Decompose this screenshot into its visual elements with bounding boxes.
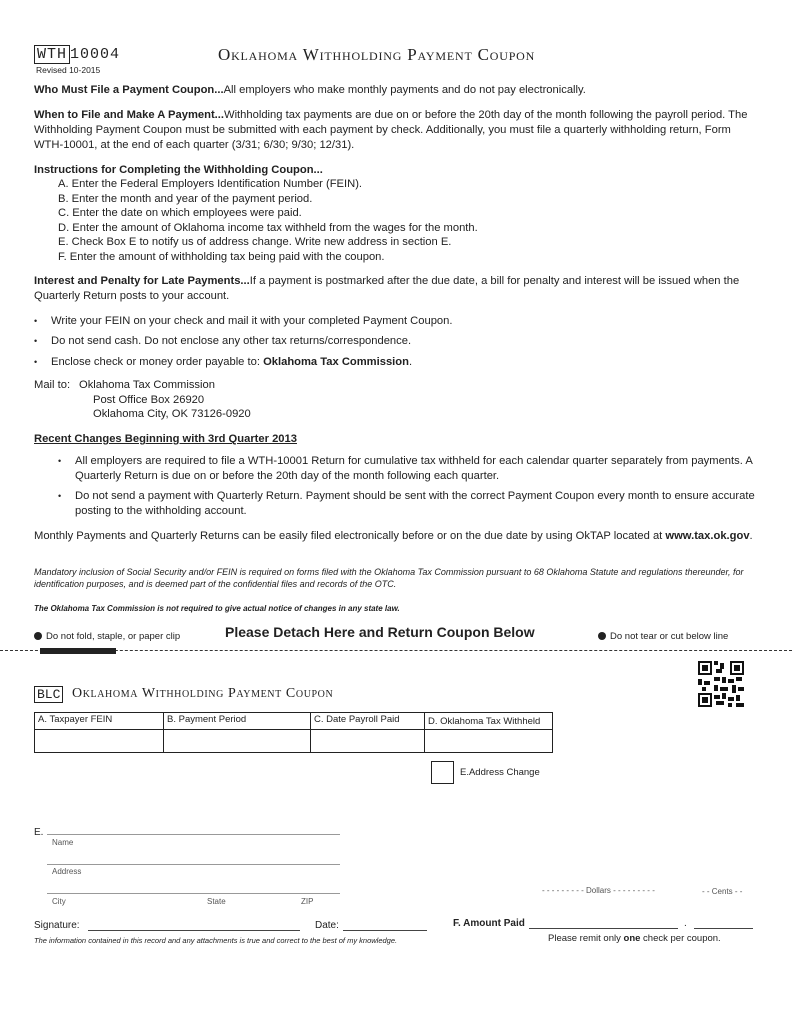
when-to-file	[34, 108, 762, 153]
amount-cents-field[interactable]	[694, 928, 753, 929]
form-code-number: 10004	[70, 46, 121, 63]
interest-penalty	[34, 274, 762, 304]
date-label: Date:	[315, 920, 339, 931]
recent-change-text: All employers are required to file a WTH-10001 Return for cumulative tax withheld for each calendar quarter separately from payments. A Quarterly Return is due on or before the 20th day of the month following each quarter.	[75, 455, 753, 482]
enclose-prefix: Enclose check or money order payable to:	[51, 356, 264, 368]
page-title: Oklahoma Withholding Payment Coupon	[218, 45, 536, 64]
instruction-item: F. Enter the amount of withholding tax being paid with the coupon.	[58, 250, 385, 263]
fein-field[interactable]	[35, 730, 164, 753]
mail-address-line: Oklahoma Tax Commission	[79, 379, 215, 391]
col-header-date: C. Date Payroll Paid	[311, 713, 425, 730]
mail-address-line: Oklahoma City, OK 73126-0920	[93, 408, 251, 421]
monthly-note	[34, 529, 762, 544]
name-field[interactable]	[47, 834, 340, 835]
instruction-item: A. Enter the Federal Employers Identification Number (FEIN).	[58, 178, 363, 190]
certify-note: The information contained in this record and any attachments is true and correct to the best of my knowledge.	[34, 936, 398, 945]
bullet-icon: •	[34, 357, 38, 367]
mail-to	[34, 378, 251, 421]
enclose-suffix: .	[408, 356, 413, 368]
remit-suffix: check per coupon.	[640, 933, 721, 944]
amount-dollars-field[interactable]	[529, 928, 678, 929]
recent-change-text: Do not send a payment with Quarterly Return. Payment should be sent with the correct Payment Coupon every month to ensure accurate posting to the withholding account.	[75, 490, 755, 517]
dollars-label: - - - - - - - - - Dollars - - - - - - - - -	[542, 886, 655, 895]
decimal-point: .	[684, 918, 687, 929]
address-label: Address	[52, 867, 82, 876]
coupon-title: Oklahoma Withholding Payment Coupon	[72, 686, 334, 701]
instructions-heading	[34, 163, 762, 178]
no-fold-note	[34, 631, 180, 642]
mail-address	[79, 378, 339, 422]
date-field[interactable]	[343, 930, 427, 931]
instruction-item: C. Enter the date on which employees were paid.	[58, 207, 302, 220]
detach-line	[0, 650, 792, 651]
col-header-withheld: D. Oklahoma Tax Withheld	[425, 713, 553, 730]
dot-icon	[34, 632, 42, 640]
who-must-file-text: All employers who make monthly payments and do not pay electronically.	[223, 84, 586, 96]
remit-bold: one	[623, 933, 641, 944]
bullet-text: Write your FEIN on your check and mail it with your completed Payment Coupon.	[51, 315, 453, 327]
mail-to-label: Mail to:	[34, 379, 71, 391]
detach-tab	[40, 648, 116, 654]
amount-paid-label: F. Amount Paid	[453, 918, 525, 929]
notice-note: The Oklahoma Tax Commission is not required to give actual notice of changes in any state law.	[34, 604, 400, 613]
signature-field[interactable]	[88, 930, 300, 931]
instruction-item: D. Enter the amount of Oklahoma income tax withheld from the wages for the month.	[58, 221, 478, 234]
no-tear-note	[598, 631, 728, 642]
recent-changes-heading	[34, 432, 762, 447]
when-to-file-heading: When to File and Make A Payment...	[34, 109, 225, 121]
no-tear-text: Do not tear or cut below line	[610, 631, 729, 642]
instruction-item: B. Enter the month and year of the payment period.	[58, 192, 313, 205]
when-to-file-text: Withholding tax payments are due on or before the 20th day of the month following the payroll period. The Withholding Payment Coupon must be submitted with each payment by check. Additionally, you must file a quarterly withholding return, Form WTH-10001, at the end of each quarter (3/31; 6/30; 9/30; 12/31).	[34, 109, 748, 151]
who-must-file	[34, 83, 762, 98]
bullet-text	[51, 355, 751, 370]
dot-icon	[598, 632, 606, 640]
zip-label: ZIP	[301, 897, 314, 906]
monthly-suffix: .	[749, 530, 753, 542]
address-change-checkbox[interactable]	[431, 761, 454, 784]
enclose-payee: Oklahoma Tax Commission	[263, 356, 409, 368]
tax-withheld-field[interactable]	[425, 730, 553, 753]
interest-heading: Interest and Penalty for Late Payments...	[34, 275, 250, 287]
recent-changes-heading-text: Recent Changes Beginning with 3rd Quarter 2013	[34, 433, 297, 445]
no-fold-text: Do not fold, staple, or paper clip	[46, 631, 181, 642]
revised-date: Revised 10-2015	[36, 65, 101, 75]
coupon-code: BLC	[34, 686, 63, 703]
mandatory-note: Mandatory inclusion of Social Security and/or FEIN is required on forms filed with the Oklahoma Tax Commission pursuant to 68 Oklahoma Statute and regulations thereunder, for identification purposes, and is deemed part of the confidential files and records of the OTC.	[34, 567, 744, 589]
col-header-period: B. Payment Period	[164, 713, 311, 730]
instructions-heading-text: Instructions for Completing the Withholding Coupon...	[34, 164, 323, 176]
section-e-label: E.	[34, 827, 44, 838]
city-state-zip-field[interactable]	[47, 893, 340, 894]
detach-instruction: Please Detach Here and Return Coupon Below	[225, 624, 535, 640]
tax-website-link[interactable]: www.tax.ok.gov	[665, 530, 750, 542]
bullet-icon: •	[34, 336, 38, 346]
bullet-text: Do not send cash. Do not enclose any other tax returns/correspondence.	[51, 335, 412, 347]
form-code	[34, 46, 120, 63]
instructions-list	[58, 177, 758, 265]
name-label: Name	[52, 838, 74, 847]
payment-period-field[interactable]	[164, 730, 311, 753]
who-must-file-heading: Who Must File a Payment Coupon...	[34, 84, 224, 96]
address-change-label: E.Address Change	[460, 767, 540, 778]
remit-prefix: Please remit only	[548, 933, 624, 944]
col-header-fein: A. Taxpayer FEIN	[35, 713, 164, 730]
cents-label: - - Cents - -	[702, 887, 743, 896]
coupon-table	[34, 712, 553, 753]
remit-note	[548, 933, 721, 944]
state-label: State	[207, 897, 226, 906]
date-paid-field[interactable]	[311, 730, 425, 753]
address-field[interactable]	[47, 864, 340, 865]
monthly-text: Monthly Payments and Quarterly Returns can be easily filed electronically before or on the due date by using OkTAP located at	[34, 530, 663, 542]
form-code-prefix: WTH	[34, 45, 70, 64]
signature-label: Signature:	[34, 920, 80, 931]
mail-address-line: Post Office Box 26920	[93, 393, 205, 406]
bullet-icon: •	[34, 316, 38, 326]
bullet-icon: •	[58, 456, 62, 466]
qr-code-icon	[698, 661, 744, 707]
city-label: City	[52, 897, 66, 906]
instruction-item: E. Check Box E to notify us of address change. Write new address in section E.	[58, 236, 452, 249]
interest-text: If a payment is postmarked after the due date, a bill for penalty and interest will be issued when the Quarterly Return posts to your account.	[34, 275, 740, 302]
bullet-icon: •	[58, 491, 62, 501]
